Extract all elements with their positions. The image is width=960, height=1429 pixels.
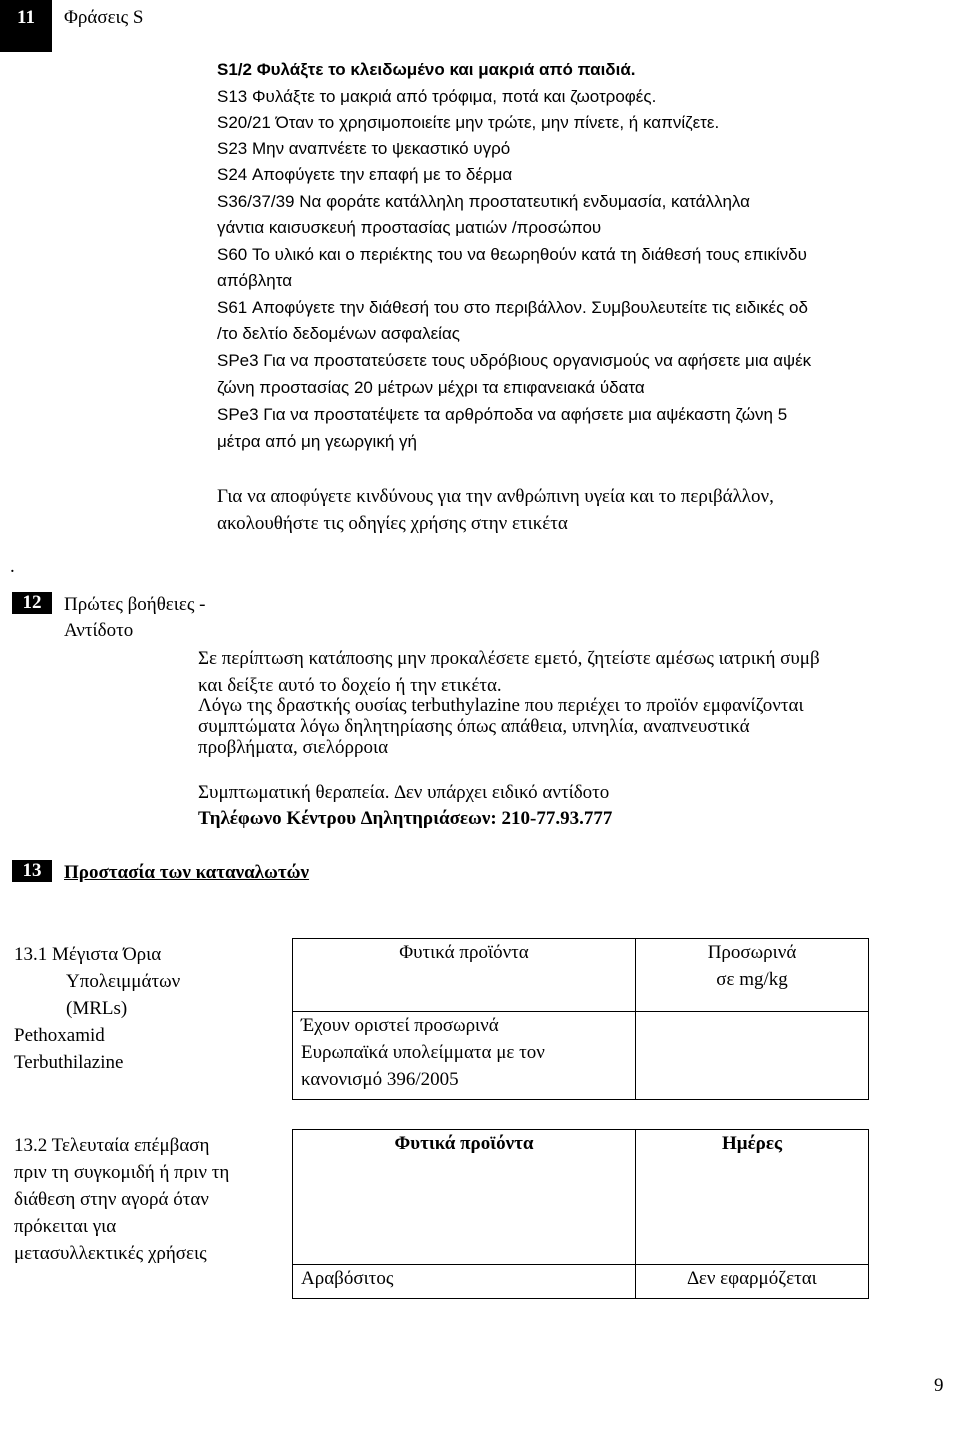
s-phrase: SPe3 Για να προστατέψετε τα αρθρόποδα να αφήσετε μια αψέκαστη ζώνη 5: [217, 405, 788, 424]
mrl-header-provisional-line: Προσωρινά: [707, 942, 797, 963]
mrl-header-products: Φυτικά προϊόντα: [293, 939, 636, 1012]
s-phrase: S36/37/39 Να φοράτε κατάλληλη προστατευτική ενδυμασία, κατάλληλα: [217, 192, 750, 211]
section-11-title: Φράσεις S: [64, 7, 144, 28]
phi-label-line: πριν τη συγκομιδή ή πριν τη: [14, 1162, 230, 1183]
therapy-text: Συμπτωματική θεραπεία. ∆εν υπάρχει ειδικό αντίδοτο: [198, 782, 610, 803]
mrl-cell-line: κανονισμό 396/2005: [301, 1069, 459, 1090]
phi-cell-product: Αραβόσιτος: [293, 1265, 636, 1299]
section-11-number: 11: [0, 0, 52, 52]
section-12-title-line: Αντίδοτο: [64, 620, 134, 641]
first-aid-line: και δείξτε αυτό το δοχείο ή την ετικέτα.: [198, 675, 502, 696]
section-13-number: 13: [12, 860, 52, 882]
mrl-cell-values: [636, 1012, 869, 1100]
mrl-cell-products: [293, 1012, 636, 1100]
phi-header-products: Φυτικά προϊόντα: [293, 1130, 636, 1265]
s-phrase: S60 Το υλικό και ο περιέκτης του να θεωρηθούν κατά τη διάθεσή τους επικίνδυ: [217, 245, 807, 264]
mrl-header-provisional-line: σε mg/kg: [716, 969, 788, 990]
phi-label-line: 13.2 Τελευταία επέμβαση: [14, 1135, 210, 1156]
section-12-title-line: Πρώτες βοήθειες -: [64, 594, 206, 615]
phi-label-line: πρόκειται για: [14, 1216, 117, 1237]
s-phrase: S23 Μην αναπνέετε το ψεκαστικό υγρό: [217, 139, 511, 158]
page-number: 9: [934, 1375, 944, 1396]
first-aid-line: Σε περίπτωση κατάποσης μην προκαλέσετε εμετό, ζητείστε αμέσως ιατρική συμβ: [198, 648, 820, 669]
first-aid-line: προβλήματα, σιελόρροια: [198, 737, 389, 758]
phi-header-days: Ημέρες: [636, 1130, 869, 1265]
s-phrase: ζώνη προστασίας 20 μέτρων μέχρι τα επιφανειακά ύδατα: [217, 378, 645, 397]
phi-cell-days: ∆εν εφαρμόζεται: [636, 1265, 869, 1299]
s-phrase: S20/21 Όταν το χρησιμοποιείτε μην τρώτε, μην πίνετε, ή καπνίζετε.: [217, 113, 720, 132]
s-phrase: μέτρα από μη γεωργική γή: [217, 432, 417, 451]
s-phrase: S1/2 Φυλάξτε το κλειδωμένο και μακριά από παιδιά.: [217, 60, 636, 79]
mrl-cell-line: Ευρωπαϊκά υπολείμματα με τον: [301, 1042, 545, 1063]
mrl-label-line: Terbuthilazine: [14, 1052, 124, 1073]
s-phrase: SPe3 Για να προστατεύσετε τους υδρόβιους οργανισμούς να αφήσετε μια αψέκ: [217, 351, 812, 370]
s-phrase: απόβλητα: [217, 271, 293, 290]
first-aid-line: Λόγω της δραστκής ουσίας terbuthylazine που περιέχει το προϊόν εμφανίζονται: [198, 695, 804, 716]
phi-label-line: μετασυλλεκτικές χρήσεις: [14, 1243, 207, 1264]
s-phrase: /το δελτίο δεδομένων ασφαλείας: [217, 324, 460, 343]
s-phrase: S61 Αποφύγετε την διάθεσή του στο περιβάλλον. Συμβουλευτείτε τις ειδικές οδ: [217, 298, 808, 317]
section-13-title: Προστασία των καταναλωτών: [64, 862, 310, 883]
mrl-table: [292, 938, 869, 1100]
mrl-label-line: (MRLs): [66, 998, 128, 1019]
s-phrase: S24 Αποφύγετε την επαφή με το δέρμα: [217, 165, 513, 184]
safety-advice-line: Για να αποφύγετε κινδύνους για την ανθρώπινη υγεία και το περιβάλλον,: [217, 486, 774, 507]
mrl-label-line: Υπολειμμάτων: [66, 971, 181, 992]
stray-dot: .: [10, 556, 15, 577]
mrl-label-line: 13.1 Μέγιστα Όρια: [14, 944, 162, 965]
phi-table: [292, 1129, 869, 1299]
phi-label-line: διάθεση στην αγορά όταν: [14, 1189, 209, 1210]
section-12-number: 12: [12, 592, 52, 614]
first-aid-line: συμπτώματα λόγω δηλητηρίασης όπως απάθεια, υπνηλία, αναπνευστικά: [198, 716, 750, 737]
mrl-header-provisional: [636, 939, 869, 1012]
s-phrase: γάντια καισυσκευή προστασίας ματιών /προσώπου: [217, 218, 602, 237]
safety-advice-line: ακολουθήστε τις οδηγίες χρήσης στην ετικέτα: [217, 513, 568, 534]
mrl-label-line: Pethoxamid: [14, 1025, 105, 1046]
poison-center-phone: Τηλέφωνο Κέντρου ∆ηλητηριάσεων: 210-77.93.777: [198, 808, 613, 829]
s-phrase: S13 Φυλάξτε το μακριά από τρόφιμα, ποτά και ζωοτροφές.: [217, 87, 657, 106]
mrl-cell-line: Έχουν οριστεί προσωρινά: [301, 1015, 499, 1036]
